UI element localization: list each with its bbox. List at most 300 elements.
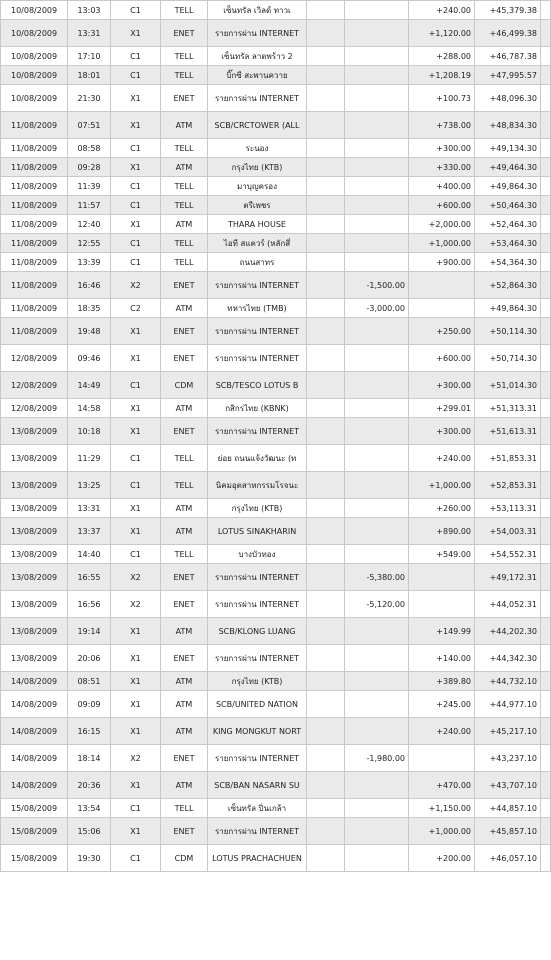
statement-body: [1, 1, 551, 872]
channel-cell: ENET: [161, 591, 208, 618]
table-row: [1, 196, 551, 215]
table-row: [1, 20, 551, 47]
channel-cell: ATM: [161, 672, 208, 691]
channel-cell: ATM: [161, 299, 208, 318]
description-cell: รายการผ่าน INTERNET: [208, 20, 307, 47]
edge-cell: [541, 215, 551, 234]
balance-cell: +53,464.30: [475, 234, 541, 253]
withdrawal-cell: [345, 399, 409, 418]
date-cell: 15/08/2009: [1, 845, 68, 872]
code-cell: X1: [111, 645, 161, 672]
date-cell: 13/08/2009: [1, 545, 68, 564]
blank-cell: [307, 518, 345, 545]
withdrawal-cell: [345, 345, 409, 372]
channel-cell: ENET: [161, 272, 208, 299]
description-cell: รายการผ่าน INTERNET: [208, 272, 307, 299]
table-row: [1, 672, 551, 691]
time-cell: 18:35: [68, 299, 111, 318]
code-cell: X1: [111, 112, 161, 139]
deposit-cell: +900.00: [409, 253, 475, 272]
channel-cell: ENET: [161, 645, 208, 672]
withdrawal-cell: [345, 66, 409, 85]
description-cell: SCB/CRCTOWER (ALL: [208, 112, 307, 139]
date-cell: 13/08/2009: [1, 645, 68, 672]
withdrawal-cell: -1,980.00: [345, 745, 409, 772]
description-cell: นิคมอุตสาหกรรมโรจนะ: [208, 472, 307, 499]
balance-cell: +44,977.10: [475, 691, 541, 718]
edge-cell: [541, 112, 551, 139]
date-cell: 11/08/2009: [1, 272, 68, 299]
channel-cell: TELL: [161, 234, 208, 253]
balance-cell: +46,057.10: [475, 845, 541, 872]
blank-cell: [307, 618, 345, 645]
date-cell: 13/08/2009: [1, 564, 68, 591]
table-row: [1, 545, 551, 564]
deposit-cell: +299.01: [409, 399, 475, 418]
date-cell: 13/08/2009: [1, 618, 68, 645]
table-row: [1, 445, 551, 472]
description-cell: THARA HOUSE: [208, 215, 307, 234]
deposit-cell: [409, 299, 475, 318]
table-row: [1, 215, 551, 234]
code-cell: C1: [111, 253, 161, 272]
channel-cell: TELL: [161, 799, 208, 818]
description-cell: เซ็นทรัล ปิ่นเกล้า: [208, 799, 307, 818]
channel-cell: ATM: [161, 112, 208, 139]
date-cell: 14/08/2009: [1, 672, 68, 691]
table-row: [1, 372, 551, 399]
table-row: [1, 139, 551, 158]
channel-cell: ENET: [161, 20, 208, 47]
balance-cell: +50,464.30: [475, 196, 541, 215]
deposit-cell: +300.00: [409, 372, 475, 399]
table-row: [1, 645, 551, 672]
blank-cell: [307, 745, 345, 772]
date-cell: 12/08/2009: [1, 345, 68, 372]
edge-cell: [541, 418, 551, 445]
table-row: [1, 177, 551, 196]
deposit-cell: +300.00: [409, 139, 475, 158]
date-cell: 13/08/2009: [1, 499, 68, 518]
withdrawal-cell: [345, 672, 409, 691]
edge-cell: [541, 799, 551, 818]
deposit-cell: +1,208.19: [409, 66, 475, 85]
blank-cell: [307, 234, 345, 253]
balance-cell: +52,853.31: [475, 472, 541, 499]
description-cell: SCB/UNITED NATION: [208, 691, 307, 718]
code-cell: C1: [111, 445, 161, 472]
deposit-cell: +389.80: [409, 672, 475, 691]
blank-cell: [307, 85, 345, 112]
time-cell: 14:40: [68, 545, 111, 564]
channel-cell: ATM: [161, 399, 208, 418]
date-cell: 13/08/2009: [1, 472, 68, 499]
time-cell: 13:37: [68, 518, 111, 545]
table-row: [1, 85, 551, 112]
channel-cell: ATM: [161, 158, 208, 177]
code-cell: X1: [111, 418, 161, 445]
balance-cell: +52,864.30: [475, 272, 541, 299]
description-cell: รายการผ่าน INTERNET: [208, 591, 307, 618]
date-cell: 11/08/2009: [1, 318, 68, 345]
blank-cell: [307, 799, 345, 818]
description-cell: LOTUS SINAKHARIN: [208, 518, 307, 545]
edge-cell: [541, 672, 551, 691]
table-row: [1, 253, 551, 272]
deposit-cell: +738.00: [409, 112, 475, 139]
time-cell: 20:36: [68, 772, 111, 799]
description-cell: เซ็นทรัล เวิลด์ ทาวเ: [208, 1, 307, 20]
edge-cell: [541, 253, 551, 272]
deposit-cell: +1,120.00: [409, 20, 475, 47]
date-cell: 14/08/2009: [1, 691, 68, 718]
balance-cell: +50,114.30: [475, 318, 541, 345]
blank-cell: [307, 345, 345, 372]
blank-cell: [307, 472, 345, 499]
edge-cell: [541, 318, 551, 345]
description-cell: มาบุญครอง: [208, 177, 307, 196]
date-cell: 11/08/2009: [1, 196, 68, 215]
channel-cell: ENET: [161, 745, 208, 772]
deposit-cell: +100.73: [409, 85, 475, 112]
time-cell: 07:51: [68, 112, 111, 139]
withdrawal-cell: -1,500.00: [345, 272, 409, 299]
code-cell: C2: [111, 299, 161, 318]
edge-cell: [541, 618, 551, 645]
time-cell: 19:48: [68, 318, 111, 345]
code-cell: C1: [111, 799, 161, 818]
blank-cell: [307, 564, 345, 591]
blank-cell: [307, 139, 345, 158]
time-cell: 12:55: [68, 234, 111, 253]
table-row: [1, 499, 551, 518]
description-cell: บิ๊กซี สะพานควาย: [208, 66, 307, 85]
blank-cell: [307, 691, 345, 718]
code-cell: C1: [111, 372, 161, 399]
deposit-cell: +240.00: [409, 718, 475, 745]
withdrawal-cell: [345, 1, 409, 20]
channel-cell: ENET: [161, 418, 208, 445]
description-cell: บางบัวทอง: [208, 545, 307, 564]
edge-cell: [541, 645, 551, 672]
time-cell: 11:57: [68, 196, 111, 215]
balance-cell: +54,552.31: [475, 545, 541, 564]
channel-cell: TELL: [161, 196, 208, 215]
time-cell: 15:06: [68, 818, 111, 845]
code-cell: X2: [111, 745, 161, 772]
channel-cell: ATM: [161, 772, 208, 799]
time-cell: 16:46: [68, 272, 111, 299]
time-cell: 21:30: [68, 85, 111, 112]
date-cell: 11/08/2009: [1, 112, 68, 139]
blank-cell: [307, 445, 345, 472]
deposit-cell: +288.00: [409, 47, 475, 66]
balance-cell: +49,464.30: [475, 158, 541, 177]
table-row: [1, 345, 551, 372]
blank-cell: [307, 112, 345, 139]
balance-cell: +48,096.30: [475, 85, 541, 112]
balance-cell: +46,499.38: [475, 20, 541, 47]
channel-cell: TELL: [161, 253, 208, 272]
channel-cell: CDM: [161, 845, 208, 872]
balance-cell: +43,707.10: [475, 772, 541, 799]
deposit-cell: [409, 564, 475, 591]
table-row: [1, 591, 551, 618]
edge-cell: [541, 196, 551, 215]
withdrawal-cell: [345, 799, 409, 818]
blank-cell: [307, 20, 345, 47]
deposit-cell: [409, 272, 475, 299]
deposit-cell: +240.00: [409, 445, 475, 472]
code-cell: C1: [111, 47, 161, 66]
balance-cell: +43,237.10: [475, 745, 541, 772]
blank-cell: [307, 47, 345, 66]
withdrawal-cell: [345, 112, 409, 139]
table-row: [1, 47, 551, 66]
description-cell: SCB/BAN NASARN SU: [208, 772, 307, 799]
edge-cell: [541, 66, 551, 85]
withdrawal-cell: -5,120.00: [345, 591, 409, 618]
date-cell: 13/08/2009: [1, 518, 68, 545]
table-row: [1, 272, 551, 299]
balance-cell: +53,113.31: [475, 499, 541, 518]
withdrawal-cell: [345, 215, 409, 234]
edge-cell: [541, 845, 551, 872]
edge-cell: [541, 591, 551, 618]
code-cell: X2: [111, 564, 161, 591]
edge-cell: [541, 158, 551, 177]
deposit-cell: +240.00: [409, 1, 475, 20]
date-cell: 11/08/2009: [1, 158, 68, 177]
date-cell: 11/08/2009: [1, 299, 68, 318]
channel-cell: ATM: [161, 518, 208, 545]
withdrawal-cell: [345, 845, 409, 872]
edge-cell: [541, 177, 551, 196]
edge-cell: [541, 272, 551, 299]
code-cell: X1: [111, 20, 161, 47]
table-row: [1, 1, 551, 20]
balance-cell: +49,172.31: [475, 564, 541, 591]
channel-cell: TELL: [161, 66, 208, 85]
balance-cell: +49,134.30: [475, 139, 541, 158]
blank-cell: [307, 318, 345, 345]
edge-cell: [541, 518, 551, 545]
time-cell: 13:39: [68, 253, 111, 272]
description-cell: รายการผ่าน INTERNET: [208, 418, 307, 445]
edge-cell: [541, 564, 551, 591]
edge-cell: [541, 85, 551, 112]
withdrawal-cell: [345, 818, 409, 845]
channel-cell: ENET: [161, 818, 208, 845]
withdrawal-cell: [345, 691, 409, 718]
date-cell: 11/08/2009: [1, 253, 68, 272]
code-cell: C1: [111, 139, 161, 158]
time-cell: 09:28: [68, 158, 111, 177]
code-cell: C1: [111, 472, 161, 499]
channel-cell: ATM: [161, 618, 208, 645]
channel-cell: TELL: [161, 47, 208, 66]
code-cell: X1: [111, 618, 161, 645]
balance-cell: +45,217.10: [475, 718, 541, 745]
table-row: [1, 112, 551, 139]
date-cell: 11/08/2009: [1, 215, 68, 234]
blank-cell: [307, 718, 345, 745]
deposit-cell: +149.99: [409, 618, 475, 645]
date-cell: 10/08/2009: [1, 66, 68, 85]
code-cell: C1: [111, 234, 161, 253]
description-cell: กรุงไทย (KTB): [208, 158, 307, 177]
withdrawal-cell: [345, 645, 409, 672]
blank-cell: [307, 399, 345, 418]
date-cell: 13/08/2009: [1, 418, 68, 445]
deposit-cell: +1,000.00: [409, 234, 475, 253]
time-cell: 13:25: [68, 472, 111, 499]
time-cell: 16:55: [68, 564, 111, 591]
channel-cell: CDM: [161, 372, 208, 399]
time-cell: 19:14: [68, 618, 111, 645]
time-cell: 14:49: [68, 372, 111, 399]
blank-cell: [307, 672, 345, 691]
withdrawal-cell: [345, 518, 409, 545]
date-cell: 13/08/2009: [1, 445, 68, 472]
time-cell: 09:46: [68, 345, 111, 372]
time-cell: 09:09: [68, 691, 111, 718]
balance-cell: +50,714.30: [475, 345, 541, 372]
table-row: [1, 418, 551, 445]
withdrawal-cell: -3,000.00: [345, 299, 409, 318]
blank-cell: [307, 253, 345, 272]
edge-cell: [541, 20, 551, 47]
withdrawal-cell: [345, 545, 409, 564]
code-cell: C1: [111, 1, 161, 20]
deposit-cell: +300.00: [409, 418, 475, 445]
channel-cell: TELL: [161, 1, 208, 20]
edge-cell: [541, 499, 551, 518]
deposit-cell: +250.00: [409, 318, 475, 345]
code-cell: X1: [111, 158, 161, 177]
date-cell: 12/08/2009: [1, 399, 68, 418]
time-cell: 12:40: [68, 215, 111, 234]
code-cell: X2: [111, 272, 161, 299]
blank-cell: [307, 645, 345, 672]
withdrawal-cell: [345, 618, 409, 645]
table-row: [1, 818, 551, 845]
withdrawal-cell: [345, 253, 409, 272]
withdrawal-cell: [345, 85, 409, 112]
blank-cell: [307, 372, 345, 399]
withdrawal-cell: [345, 445, 409, 472]
description-cell: กรุงไทย (KTB): [208, 672, 307, 691]
deposit-cell: +245.00: [409, 691, 475, 718]
description-cell: กรุงไทย (KTB): [208, 499, 307, 518]
time-cell: 18:01: [68, 66, 111, 85]
time-cell: 13:31: [68, 20, 111, 47]
withdrawal-cell: [345, 718, 409, 745]
edge-cell: [541, 399, 551, 418]
deposit-cell: +470.00: [409, 772, 475, 799]
balance-cell: +51,853.31: [475, 445, 541, 472]
blank-cell: [307, 272, 345, 299]
blank-cell: [307, 196, 345, 215]
channel-cell: ATM: [161, 718, 208, 745]
blank-cell: [307, 66, 345, 85]
description-cell: SCB/KLONG LUANG: [208, 618, 307, 645]
table-row: [1, 799, 551, 818]
date-cell: 11/08/2009: [1, 234, 68, 253]
withdrawal-cell: [345, 196, 409, 215]
code-cell: X1: [111, 399, 161, 418]
time-cell: 13:03: [68, 1, 111, 20]
deposit-cell: +200.00: [409, 845, 475, 872]
code-cell: C1: [111, 177, 161, 196]
channel-cell: TELL: [161, 545, 208, 564]
code-cell: X1: [111, 318, 161, 345]
withdrawal-cell: [345, 20, 409, 47]
channel-cell: ENET: [161, 345, 208, 372]
time-cell: 11:29: [68, 445, 111, 472]
date-cell: 14/08/2009: [1, 772, 68, 799]
time-cell: 16:56: [68, 591, 111, 618]
edge-cell: [541, 372, 551, 399]
date-cell: 10/08/2009: [1, 47, 68, 66]
description-cell: รายการผ่าน INTERNET: [208, 318, 307, 345]
table-row: [1, 564, 551, 591]
time-cell: 13:54: [68, 799, 111, 818]
date-cell: 14/08/2009: [1, 745, 68, 772]
deposit-cell: +890.00: [409, 518, 475, 545]
date-cell: 13/08/2009: [1, 591, 68, 618]
description-cell: กสิกรไทย (KBNK): [208, 399, 307, 418]
code-cell: X1: [111, 499, 161, 518]
table-row: [1, 234, 551, 253]
deposit-cell: +1,000.00: [409, 818, 475, 845]
table-row: [1, 66, 551, 85]
time-cell: 20:06: [68, 645, 111, 672]
balance-cell: +54,003.31: [475, 518, 541, 545]
withdrawal-cell: [345, 158, 409, 177]
balance-cell: +45,857.10: [475, 818, 541, 845]
table-row: [1, 772, 551, 799]
date-cell: 11/08/2009: [1, 139, 68, 158]
channel-cell: TELL: [161, 177, 208, 196]
blank-cell: [307, 499, 345, 518]
balance-cell: +51,014.30: [475, 372, 541, 399]
deposit-cell: +140.00: [409, 645, 475, 672]
withdrawal-cell: [345, 234, 409, 253]
description-cell: รายการผ่าน INTERNET: [208, 745, 307, 772]
deposit-cell: +2,000.00: [409, 215, 475, 234]
withdrawal-cell: [345, 772, 409, 799]
edge-cell: [541, 718, 551, 745]
edge-cell: [541, 691, 551, 718]
channel-cell: ENET: [161, 318, 208, 345]
table-row: [1, 299, 551, 318]
blank-cell: [307, 818, 345, 845]
description-cell: รายการผ่าน INTERNET: [208, 345, 307, 372]
balance-cell: +49,864.30: [475, 299, 541, 318]
code-cell: X2: [111, 591, 161, 618]
date-cell: 11/08/2009: [1, 177, 68, 196]
date-cell: 10/08/2009: [1, 85, 68, 112]
table-row: [1, 618, 551, 645]
withdrawal-cell: [345, 472, 409, 499]
balance-cell: +47,995.57: [475, 66, 541, 85]
code-cell: C1: [111, 845, 161, 872]
description-cell: SCB/TESCO LOTUS B: [208, 372, 307, 399]
code-cell: X1: [111, 818, 161, 845]
table-row: [1, 845, 551, 872]
description-cell: รายการผ่าน INTERNET: [208, 818, 307, 845]
